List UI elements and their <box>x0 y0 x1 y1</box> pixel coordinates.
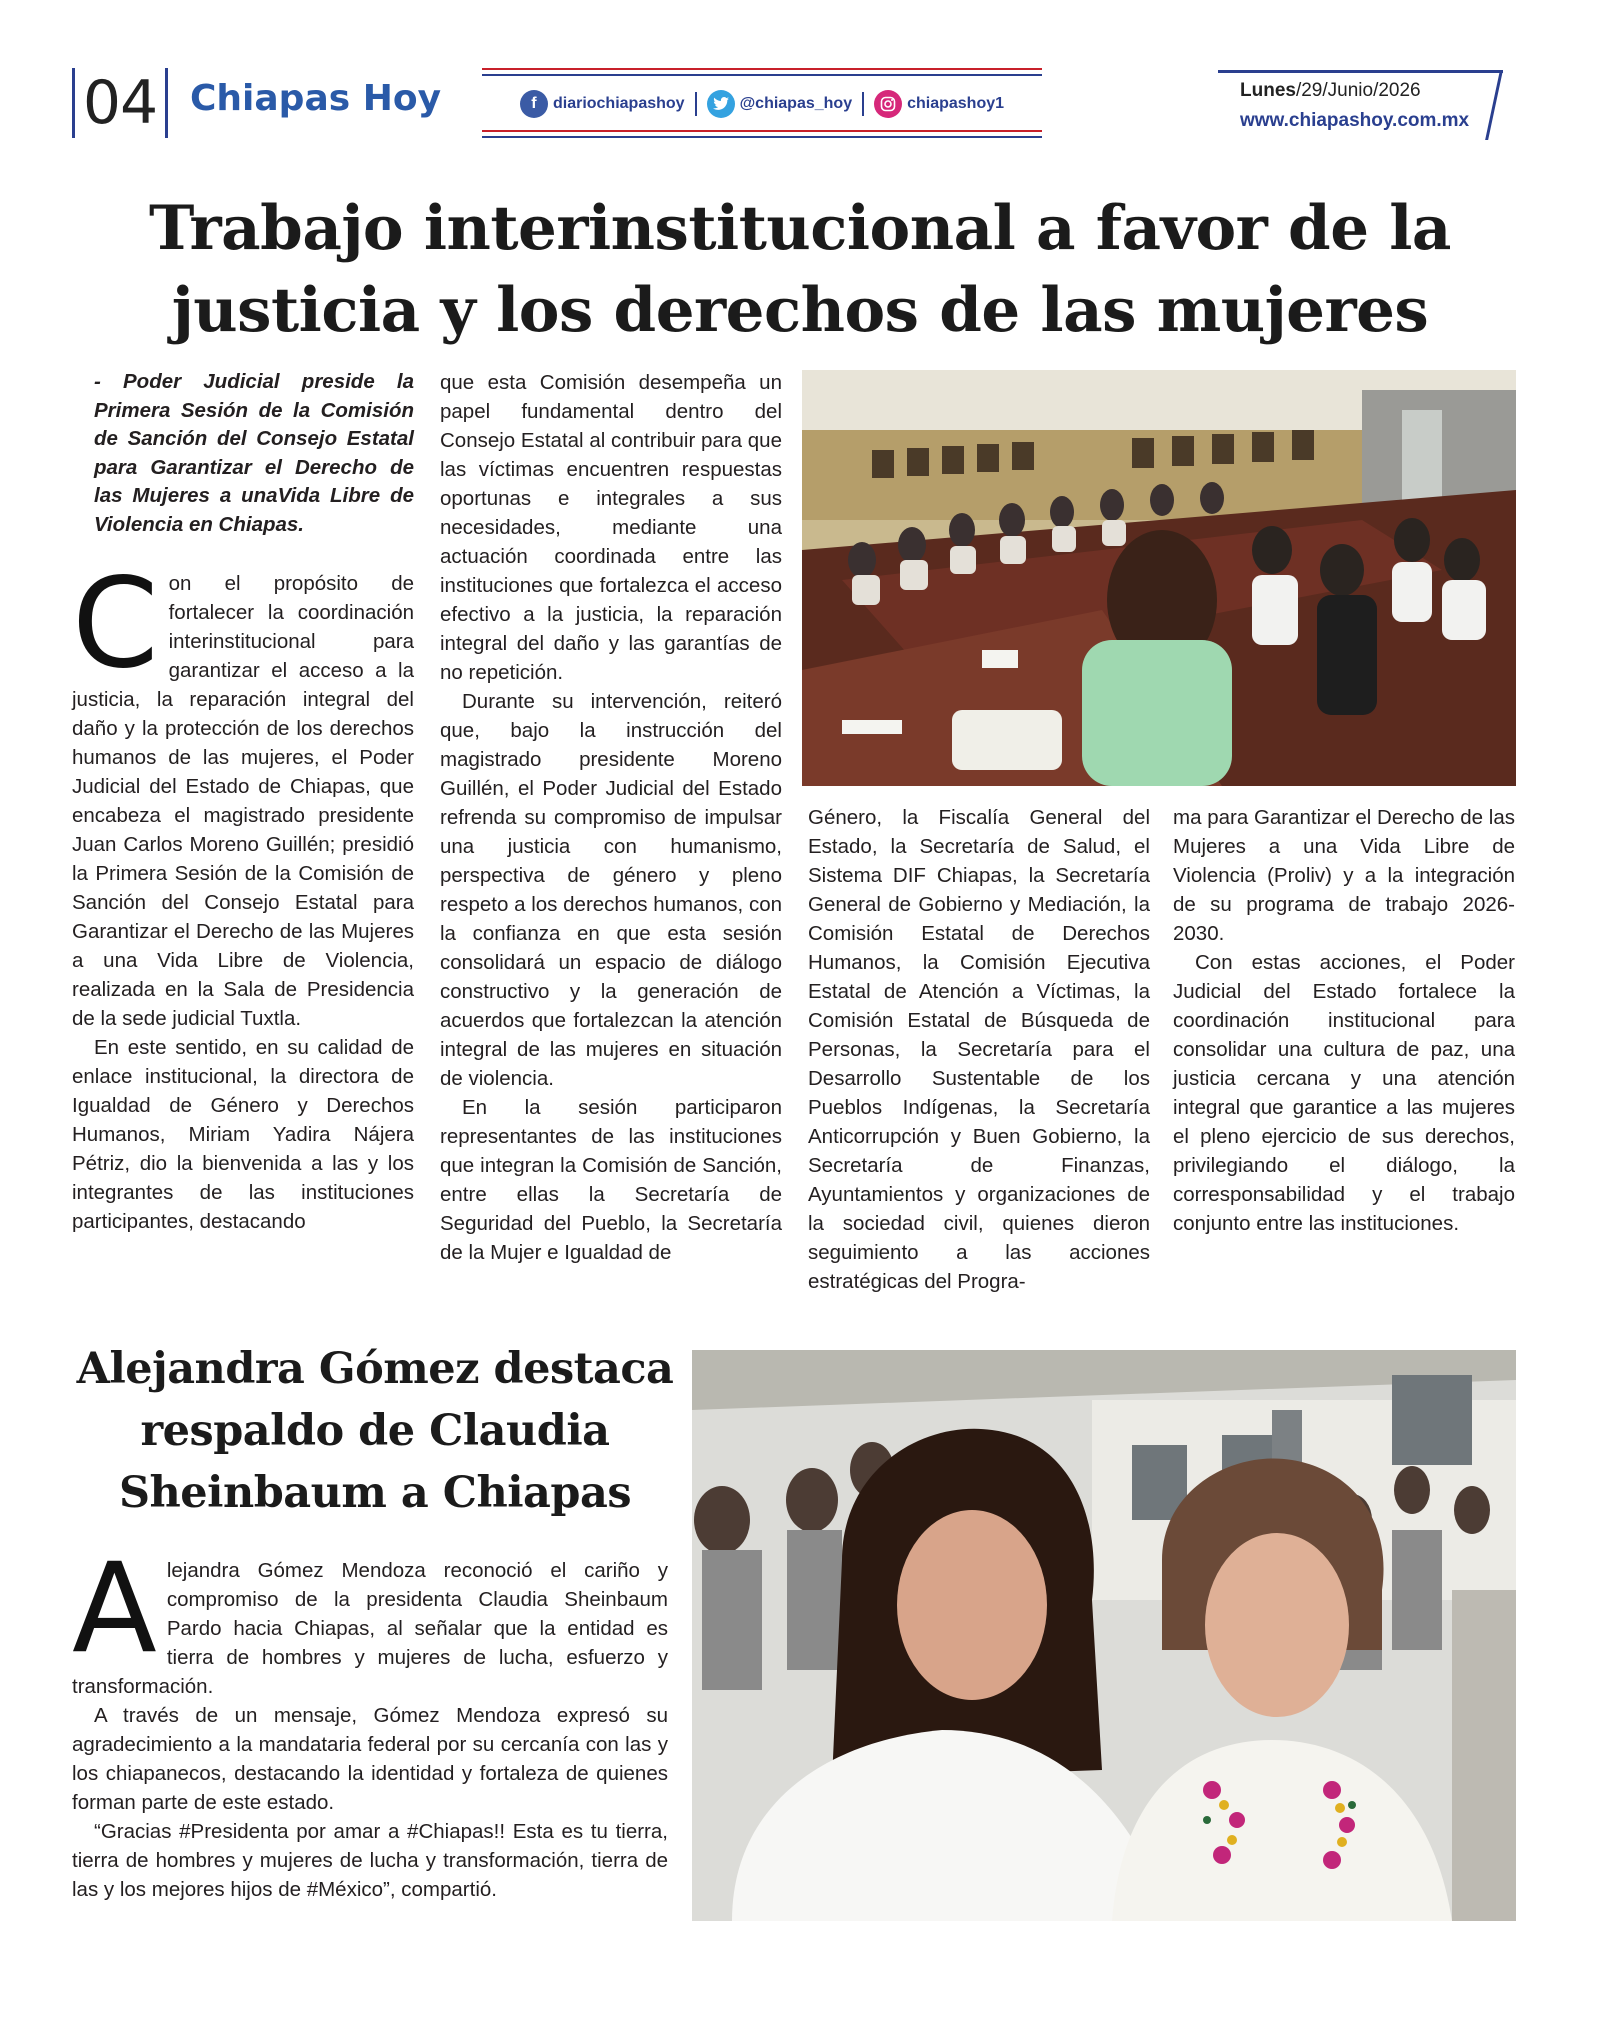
article-2-paragraph: Alejandra Gómez Mendoza reconoció el cariño y compromiso de la presidenta Claudia Sheinbaum Pardo hacia Chiapas, al señalar que la entidad es tierra de hombres y mujeres de lucha, esfuerzo y transformación. <box>72 1537 668 1698</box>
social-bar <box>482 68 1042 140</box>
article-1-dropcap: C <box>72 552 159 696</box>
article-2-paragraph: “Gracias #Presidenta por amar a #Chiapas!! Esta es tu tierra, tierra de hombres y mujeres de lucha y transformación, tierra de las y los mejores hijos de #México”, compartió. <box>72 1820 668 1901</box>
article-1-paragraph: En la sesión participaron representantes de las instituciones que integran la Comisión de Sanción, entre ellas la Secretaría de Seguridad del Pueblo, la Secretaría de la Mujer e Igualdad de <box>440 1096 782 1264</box>
article-1-paragraph: Con estas acciones, el Poder Judicial del Estado fortalece la coordinación institucional para consolidar una cultura de paz, una justicia cercana y una atención integral que garantice a las mujeres el pleno ejercicio de sus derechos, privilegiando el diálogo, la corresponsabilidad y el trabajo conjunto entre las instituciones. <box>1173 951 1515 1235</box>
instagram-link[interactable] <box>874 90 1004 118</box>
twitter-handle: @chiapas_hoy <box>739 95 853 112</box>
facebook-link[interactable] <box>520 90 685 118</box>
instagram-handle: chiapashoy1 <box>907 95 1005 112</box>
section-name: Chiapas Hoy <box>190 78 442 119</box>
article-1-column-1 <box>72 368 414 1236</box>
article-1-paragraph: Durante su intervención, reiteró que, bajo la instrucción del magistrado presidente Moreno Guillén, el Poder Judicial del Estado refrenda su compromiso de impulsar una justicia con humanismo, perspectiva de género y pleno respeto a los derechos humanos, con la confianza en que esta sesión consolidará un espacio de diálogo constructivo y la generación de acuerdos que fortalezcan la atención integral de las mujeres en situación de violencia. <box>440 690 782 1090</box>
article-2-body <box>72 1537 668 1904</box>
article-1-headline: Trabajo interinstitucional a favor de la justicia y los derechos de las mujeres <box>149 193 1451 346</box>
separator <box>695 92 697 116</box>
article-2-headline: Alejandra Gómez destaca respaldo de Claudia Sheinbaum a Chiapas <box>76 1344 674 1518</box>
header-rule <box>1218 70 1503 73</box>
article-2-photo <box>692 1350 1516 1921</box>
article-1-column-4 <box>1173 803 1515 1238</box>
issue-date: Lunes/29/Junio/2026 <box>1240 80 1421 101</box>
date-block <box>1240 80 1540 132</box>
website-url[interactable]: www.chiapashoy.com.mx <box>1240 110 1470 131</box>
selfie-image <box>692 1350 1516 1921</box>
article-1-deck: - Poder Judicial preside la Primera Sesión de la Comisión de Sanción del Consejo Estatal para Garantizar el Derecho de las Mujeres a unaVida Libre de Violencia en Chiapas. <box>94 370 414 536</box>
article-1-paragraph: que esta Comisión desempeña un papel fundamental dentro del Consejo Estatal al contribuir para que las víctimas encuentren respuestas oportunas e integrales a sus necesidades, mediante una actuación coordinada entre las instituciones que fortalezca el acceso efectivo a la justicia, la reparación integral del daño y las garantías de no repetición. <box>440 371 782 684</box>
article-1-column-2 <box>440 368 782 1267</box>
facebook-handle: diariochiapashoy <box>552 95 685 112</box>
article-1-paragraph: Con el propósito de fortalecer la coordinación interinstitucional para garantizar el acceso a la justicia, la reparación integral del daño y la protección de los derechos humanos de las mujeres, el Poder Judicial del Estado de Chiapas, que encabeza el magistrado presidente Juan Carlos Moreno Guillén; presidió la Primera Sesión de la Comisión de Sanción del Consejo Estatal para Garantizar el Derecho de las Mujeres a una Vida Libre de Violencia, realizada en la Sala de Presidencia de la sede judicial Tuxtla. <box>72 552 414 1030</box>
article-1-column-3 <box>808 803 1150 1296</box>
article-1-paragraph: En este sentido, en su calidad de enlace institucional, la directora de Igualdad de Género y Derechos Humanos, Miriam Yadira Nájera Pétriz, dio la bienvenida a las y los integrantes de las instituciones participantes, destacando <box>72 1036 414 1233</box>
instagram-icon <box>874 90 902 118</box>
facebook-icon: f <box>520 90 548 118</box>
page-number-box <box>72 68 168 138</box>
article-1-paragraph: ma para Garantizar el Derecho de las Mujeres a una Vida Libre de Violencia (Proliv) y a la integración de su programa de trabajo 2026-2030. <box>1173 806 1515 945</box>
separator <box>862 92 864 116</box>
meeting-room-image <box>802 370 1516 786</box>
page-number: 04 <box>82 68 158 138</box>
article-1-paragraph: Género, la Fiscalía General del Estado, la Secretaría de Salud, el Sistema DIF Chiapas, la Secretaría General de Gobierno y Mediación, la Comisión Estatal de Derechos Humanos, la Comisión Ejecutiva Estatal de Atención a Víctimas, la Comisión Estatal de Búsqueda de Personas, la Secretaría para el Desarrollo Sustentable de los Pueblos Indígenas, la Secretaría Anticorrupción y Buen Gobierno, la Secretaría de Finanzas, Ayuntamientos y organizaciones de la sociedad civil, quienes dieron seguimiento a las acciones estratégicas del Progra- <box>808 806 1150 1293</box>
twitter-link[interactable] <box>707 90 853 118</box>
article-1-photo <box>802 370 1516 786</box>
article-2-dropcap: A <box>72 1537 157 1681</box>
twitter-icon <box>707 90 735 118</box>
article-2-paragraph: A través de un mensaje, Gómez Mendoza expresó su agradecimiento a la mandataria federal por su cercanía con las y los chiapanecos, destacando la identidad y fortaleza de quienes forman parte de este estado. <box>72 1704 668 1814</box>
